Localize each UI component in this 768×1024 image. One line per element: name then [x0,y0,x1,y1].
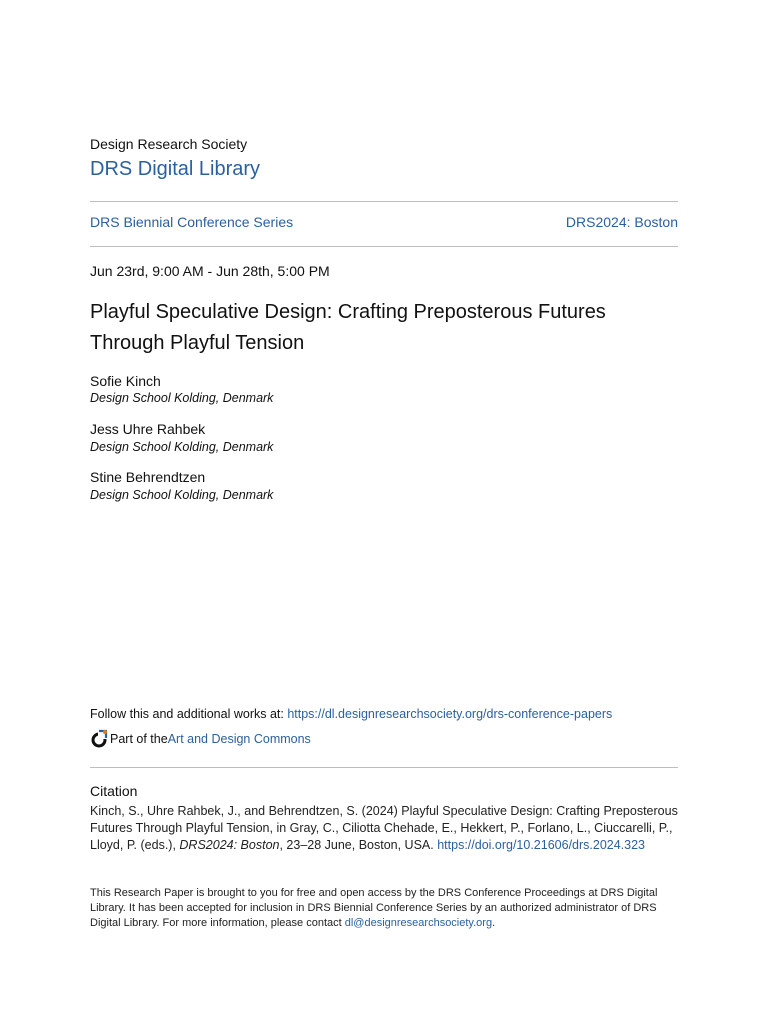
author-name: Jess Uhre Rahbek [90,421,206,437]
notice-end: . [492,917,496,929]
author-affiliation: Design School Kolding, Denmark [90,391,274,405]
author-name: Stine Behrendtzen [90,469,206,485]
citation-venue: DRS2024: Boston [179,838,280,852]
author-name: Sofie Kinch [90,373,161,389]
author-affiliation: Design School Kolding, Denmark [90,440,274,454]
partof-line [90,729,311,749]
follow-url-link[interactable]: https://dl.designresearchsociety.org/drs-conference-papers [287,707,613,721]
divider [90,201,678,202]
follow-line [90,707,612,721]
citation-text [90,803,678,854]
partof-prefix: Part of the [110,732,168,746]
series-link[interactable]: DRS Biennial Conference Series [90,214,294,230]
contact-email-link[interactable]: dl@designresearchsociety.org [344,917,493,929]
event-date: Jun 23rd, 9:00 AM - Jun 28th, 5:00 PM [90,263,330,279]
society-name: Design Research Society [90,136,248,152]
access-notice [90,886,678,931]
follow-prefix: Follow this and additional works at: [90,707,288,721]
art-design-commons-link[interactable]: Art and Design Commons [167,732,311,746]
citation-tail: , 23–28 June, Boston, USA. [279,838,438,852]
conference-link[interactable]: DRS2024: Boston [565,214,678,230]
paper-title: Playful Speculative Design: Crafting Preposterous Futures Through Playful Tension [90,301,606,354]
bepress-network-icon [90,729,108,749]
notice-text: This Research Paper is brought to you for free and open access by the DRS Conference Proceedings at DRS Digital Library. It has been accepted for inclusion in DRS Biennial Conference Series by an authorized administrator of DRS Digital Library. For more information, please contact [90,887,658,929]
divider [90,767,678,768]
citation-main: Kinch, S., Uhre Rahbek, J., and Behrendtzen, S. (2024) Playful Speculative Design: Crafting Preposterous Futures Through Playful Tension, in Gray, C., Ciliotta Chehade, E., Hekkert, P., Forlano, L., Ciuccarelli, P., Lloyd, P. (eds.), [90,804,678,852]
doi-link[interactable]: https://doi.org/10.21606/drs.2024.323 [437,838,646,852]
divider [90,246,678,247]
author-affiliation: Design School Kolding, Denmark [90,488,274,502]
library-link[interactable]: DRS Digital Library [90,158,261,180]
citation-heading: Citation [90,783,138,799]
